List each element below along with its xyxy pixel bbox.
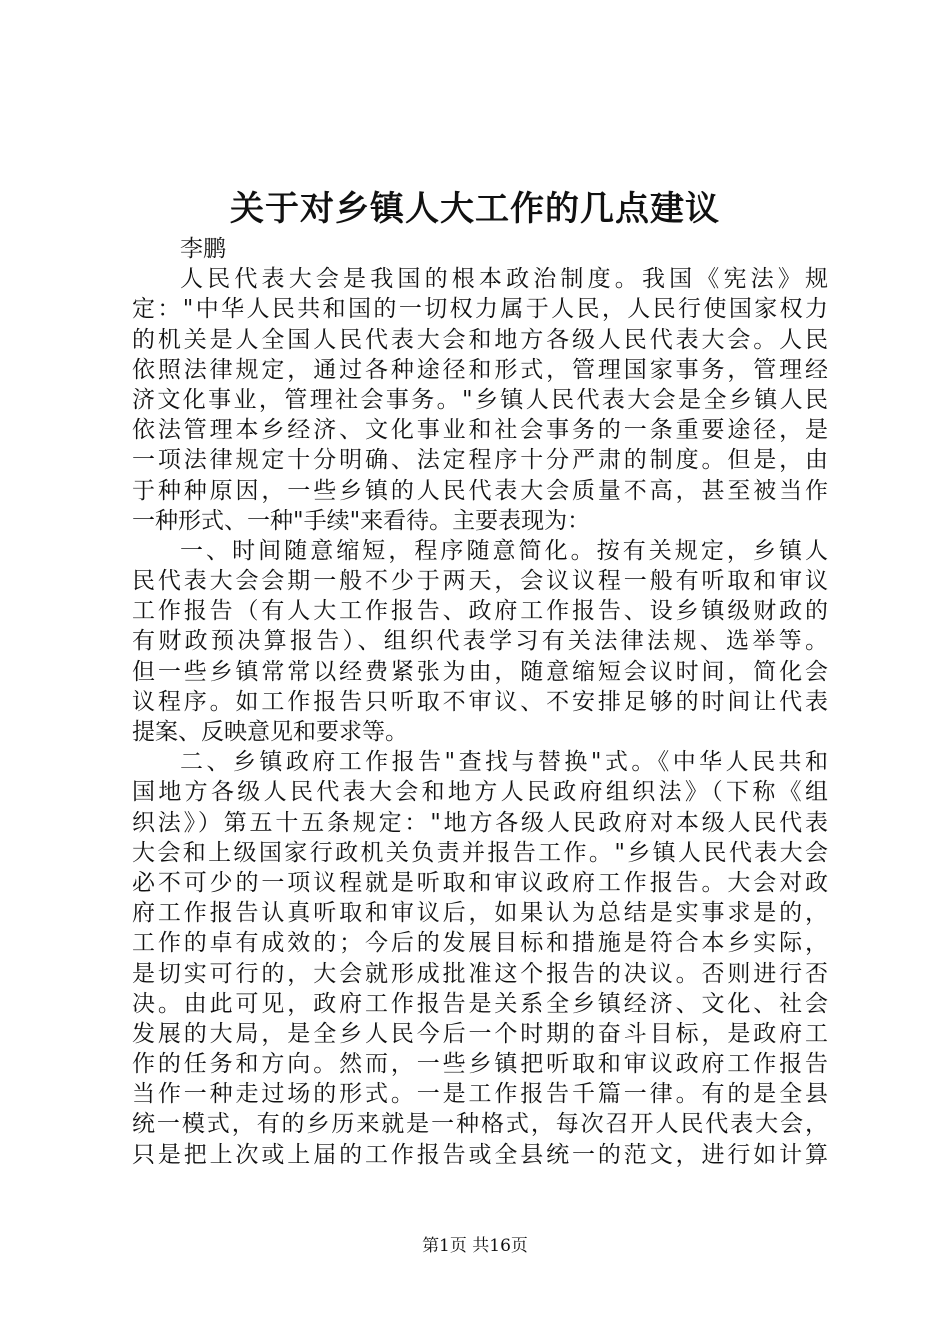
- body-line: 济文化事业，管理社会事务。"乡镇人民代表大会是全乡镇人民: [132, 386, 828, 413]
- body-line: 一种形式、一种"手续"来看待。主要表现为：: [132, 507, 591, 534]
- body-line: 有财政预决算报告）、组织代表学习有关法律法规、选举等。: [132, 628, 828, 655]
- body-line: 一项法律规定十分明确、法定程序十分严肃的制度。但是，由: [132, 447, 828, 474]
- author-name: 李鹏: [180, 236, 226, 262]
- body-line: 织法》）第五十五条规定："地方各级人民政府对本级人民代表: [132, 809, 828, 836]
- body-line: 定："中华人民共和国的一切权力属于人民，人民行使国家权力: [132, 296, 828, 323]
- body-line: 的机关是人全国人民代表大会和地方各级人民代表大会。人民: [132, 326, 828, 353]
- body-line: 作的任务和方向。然而，一些乡镇把听取和审议政府工作报告: [132, 1051, 828, 1078]
- body-line: 只是把上次或上届的工作报告或全县统一的范文，进行如计算: [132, 1141, 828, 1168]
- body-line: 府工作报告认真听取和审议后，如果认为总结是实事求是的，: [132, 900, 828, 927]
- body-line: 是切实可行的，大会就形成批准这个报告的决议。否则进行否: [132, 960, 828, 987]
- body-line: 于种种原因，一些乡镇的人民代表大会质量不高，甚至被当作: [132, 477, 828, 504]
- body-line: 当作一种走过场的形式。一是工作报告千篇一律。有的是全县: [132, 1081, 828, 1108]
- body-line: 依照法律规定，通过各种途径和形式，管理国家事务，管理经: [132, 356, 828, 383]
- page-number-footer: 第1页 共16页: [422, 1236, 528, 1256]
- document-title: 关于对乡镇人大工作的几点建议: [230, 189, 720, 229]
- body-line: 发展的大局，是全乡人民今后一个时期的奋斗目标，是政府工: [132, 1020, 828, 1047]
- body-line: 但一些乡镇常常以经费紧张为由，随意缩短会议时间，简化会: [132, 658, 828, 685]
- body-line: 必不可少的一项议程就是听取和审议政府工作报告。大会对政: [132, 869, 828, 896]
- body-line: 大会和上级国家行政机关负责并报告工作。"乡镇人民代表大会: [132, 839, 828, 866]
- body-line: 民代表大会会期一般不少于两天，会议议程一般有听取和审议: [132, 568, 828, 595]
- body-line: 提案、反映意见和要求等。: [132, 719, 408, 745]
- body-line: 决。由此可见，政府工作报告是关系全乡镇经济、文化、社会: [132, 990, 828, 1017]
- body-line: 统一模式，有的乡历来就是一种格式，每次召开人民代表大会，: [132, 1111, 828, 1138]
- body-line: 工作的卓有成效的；今后的发展目标和措施是符合本乡实际，: [132, 930, 828, 957]
- body-line: 工作报告（有人大工作报告、政府工作报告、设乡镇级财政的: [132, 598, 828, 625]
- body-line: 依法管理本乡经济、文化事业和社会事务的一条重要途径，是: [132, 417, 828, 444]
- body-line: 议程序。如工作报告只听取不审议、不安排足够的时间让代表: [132, 688, 828, 715]
- document-body: [132, 234, 828, 1170]
- body-line: 二、乡镇政府工作报告"查找与替换"式。《中华人民共和: [180, 749, 828, 776]
- body-line: 人民代表大会是我国的根本政治制度。我国《宪法》规: [180, 266, 828, 293]
- body-line: 国地方各级人民代表大会和地方人民政府组织法》（下称《组: [132, 779, 828, 806]
- body-line: 一、时间随意缩短，程序随意简化。按有关规定，乡镇人: [180, 537, 828, 564]
